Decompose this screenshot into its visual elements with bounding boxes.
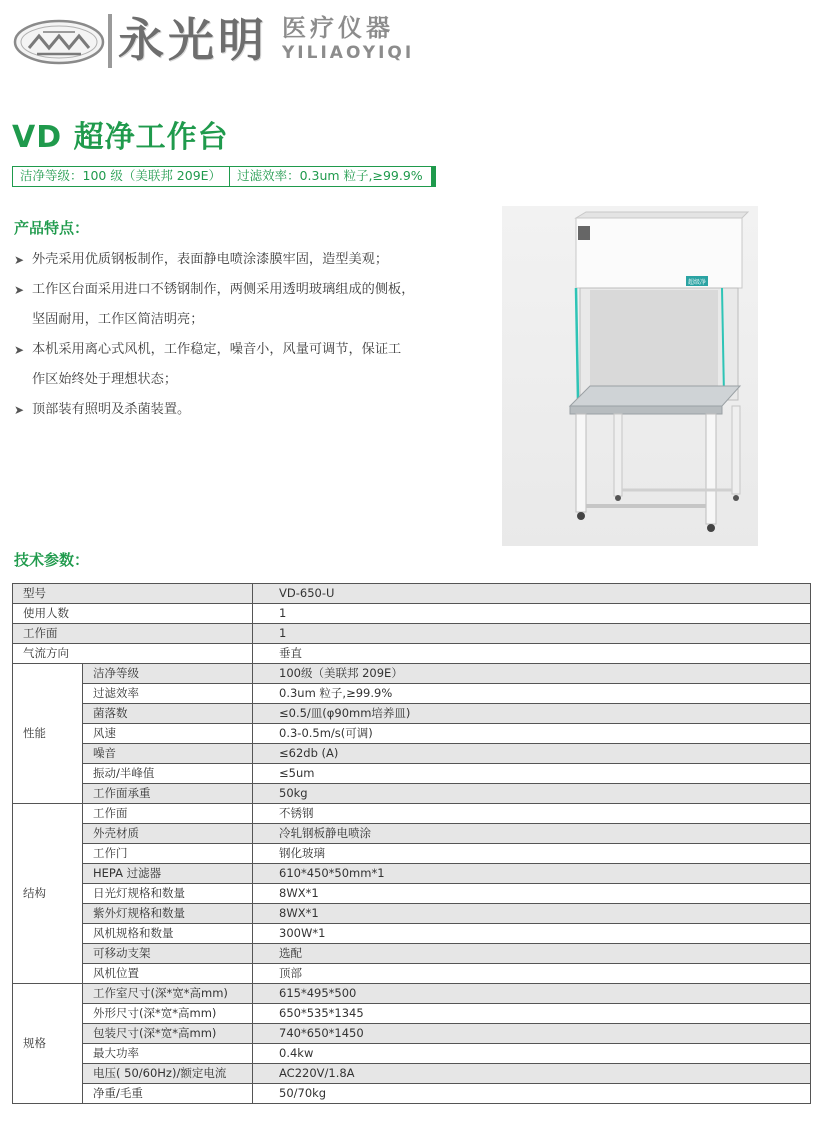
table-row xyxy=(13,884,811,904)
row-label: 净重/毛重 xyxy=(83,1084,253,1104)
row-label: HEPA 过滤器 xyxy=(83,864,253,884)
row-label: 工作门 xyxy=(83,844,253,864)
row-value: ≤5um xyxy=(253,764,811,784)
feature-item-continued xyxy=(14,365,484,395)
table-row xyxy=(13,1004,811,1024)
brand-pinyin: YILIAOYIQI xyxy=(282,43,415,63)
tech-heading: 技术参数： xyxy=(14,551,90,569)
row-value: 8WX*1 xyxy=(253,904,811,924)
wheel-icon xyxy=(733,495,739,501)
row-label: 外壳材质 xyxy=(83,824,253,844)
clean-bench-image xyxy=(502,206,758,546)
product-title: VD 超净工作台 xyxy=(12,120,229,155)
row-value: 8WX*1 xyxy=(253,884,811,904)
row-value: 1 xyxy=(253,624,811,644)
table-row xyxy=(13,584,811,604)
row-value: 740*650*1450 xyxy=(253,1024,811,1044)
arrow-bullet-icon: ➤ xyxy=(14,253,25,267)
row-value: AC220V/1.8A xyxy=(253,1064,811,1084)
table-row xyxy=(13,1044,811,1064)
table-row xyxy=(13,1064,811,1084)
header-divider xyxy=(108,14,112,68)
feature-item xyxy=(14,245,484,275)
feature-item-continued xyxy=(14,305,484,335)
arrow-bullet-icon: ➤ xyxy=(14,283,25,297)
feature-item xyxy=(14,275,484,305)
table-row xyxy=(13,824,811,844)
wheel-icon xyxy=(707,524,715,532)
row-label: 过滤效率 xyxy=(83,684,253,704)
row-label: 电压( 50/60Hz)/额定电流 xyxy=(83,1064,253,1084)
table-row xyxy=(13,784,811,804)
spec-strip xyxy=(12,166,436,187)
row-label: 风机规格和数量 xyxy=(83,924,253,944)
row-value: 冷轧钢板静电喷涂 xyxy=(253,824,811,844)
row-label: 风速 xyxy=(83,724,253,744)
row-value: ≤62db (A) xyxy=(253,744,811,764)
table-row xyxy=(13,984,811,1004)
arrow-bullet-icon: ➤ xyxy=(14,403,25,417)
row-label: 包装尺寸(深*宽*高mm) xyxy=(83,1024,253,1044)
arrow-bullet-icon: ➤ xyxy=(14,343,25,357)
table-row xyxy=(13,744,811,764)
row-value: 0.4kw xyxy=(253,1044,811,1064)
table-row xyxy=(13,844,811,864)
features-list xyxy=(14,245,484,425)
row-value: 100级（美联邦 209E） xyxy=(253,664,811,684)
row-label: 外形尺寸(深*宽*高mm) xyxy=(83,1004,253,1024)
feature-item xyxy=(14,335,484,365)
row-label: 工作室尺寸(深*宽*高mm) xyxy=(83,984,253,1004)
feature-text: 外壳采用优质钢板制作，表面静电喷涂漆膜牢固，造型美观； xyxy=(32,252,389,267)
feature-text: 本机采用离心式风机，工作稳定，噪音小，风量可调节，保证工 xyxy=(32,342,402,357)
row-value: 50/70kg xyxy=(253,1084,811,1104)
product-photo xyxy=(502,206,758,546)
row-value: 选配 xyxy=(253,944,811,964)
table-row xyxy=(13,944,811,964)
feature-text: 工作区台面采用进口不锈钢制作，两侧采用透明玻璃组成的侧板， xyxy=(32,282,415,297)
row-label: 菌落数 xyxy=(83,704,253,724)
table-row xyxy=(13,684,811,704)
page-header xyxy=(0,0,824,80)
row-value: ≤0.5/皿(φ90mm培养皿) xyxy=(253,704,811,724)
strip-cleanliness: 洁净等级：100 级（美联邦 209E） xyxy=(12,166,230,187)
row-label: 日光灯规格和数量 xyxy=(83,884,253,904)
row-label: 工作面 xyxy=(13,624,253,644)
table-row xyxy=(13,804,811,824)
feature-text: 顶部装有照明及杀菌装置。 xyxy=(32,402,191,417)
feature-item xyxy=(14,395,484,425)
feature-text: 坚固耐用，工作区简洁明亮； xyxy=(32,312,204,327)
table-row xyxy=(13,864,811,884)
group-label-spec: 规格 xyxy=(13,984,83,1104)
table-row xyxy=(13,904,811,924)
wheel-icon xyxy=(577,512,585,520)
row-label: 工作面承重 xyxy=(83,784,253,804)
table-row xyxy=(13,644,811,664)
row-label: 振动/半峰值 xyxy=(83,764,253,784)
table-row xyxy=(13,624,811,644)
logo-emblem-icon xyxy=(13,18,105,66)
table-row xyxy=(13,664,811,684)
table-row xyxy=(13,764,811,784)
table-row xyxy=(13,1024,811,1044)
row-value: 610*450*50mm*1 xyxy=(253,864,811,884)
feature-text: 作区始终处于理想状态； xyxy=(32,372,178,387)
table-row xyxy=(13,964,811,984)
wheel-icon xyxy=(615,495,621,501)
row-value: 0.3um 粒子,≥99.9% xyxy=(253,684,811,704)
row-label: 型号 xyxy=(13,584,253,604)
features-heading: 产品特点： xyxy=(14,219,90,237)
table-row xyxy=(13,924,811,944)
group-label-performance: 性能 xyxy=(13,664,83,804)
spec-table xyxy=(12,583,811,1104)
row-value: 1 xyxy=(253,604,811,624)
row-label: 气流方向 xyxy=(13,644,253,664)
strip-efficiency: 过滤效率：0.3um 粒子,≥99.9% xyxy=(230,166,432,187)
control-display-icon xyxy=(578,226,590,240)
row-label: 噪音 xyxy=(83,744,253,764)
row-value: 615*495*500 xyxy=(253,984,811,1004)
row-label: 洁净等级 xyxy=(83,664,253,684)
row-value: 垂直 xyxy=(253,644,811,664)
row-label: 工作面 xyxy=(83,804,253,824)
row-value: 钢化玻璃 xyxy=(253,844,811,864)
brand-name: 永光明 xyxy=(118,13,268,67)
row-label: 紫外灯规格和数量 xyxy=(83,904,253,924)
group-label-structure: 结构 xyxy=(13,804,83,984)
table-row xyxy=(13,604,811,624)
strip-end-cap xyxy=(432,166,436,187)
row-value: 300W*1 xyxy=(253,924,811,944)
row-label: 使用人数 xyxy=(13,604,253,624)
panel-label: 超级净 xyxy=(687,279,707,286)
table-row xyxy=(13,704,811,724)
row-label: 最大功率 xyxy=(83,1044,253,1064)
brand-subtitle: 医疗仪器 xyxy=(282,14,394,42)
row-value: 650*535*1345 xyxy=(253,1004,811,1024)
row-label: 风机位置 xyxy=(83,964,253,984)
row-value: VD-650-U xyxy=(253,584,811,604)
row-value: 50kg xyxy=(253,784,811,804)
table-row xyxy=(13,1084,811,1104)
row-value: 顶部 xyxy=(253,964,811,984)
table-row xyxy=(13,724,811,744)
row-value: 0.3-0.5m/s(可调) xyxy=(253,724,811,744)
row-label: 可移动支架 xyxy=(83,944,253,964)
company-logo-icon xyxy=(13,18,105,66)
row-value: 不锈钢 xyxy=(253,804,811,824)
